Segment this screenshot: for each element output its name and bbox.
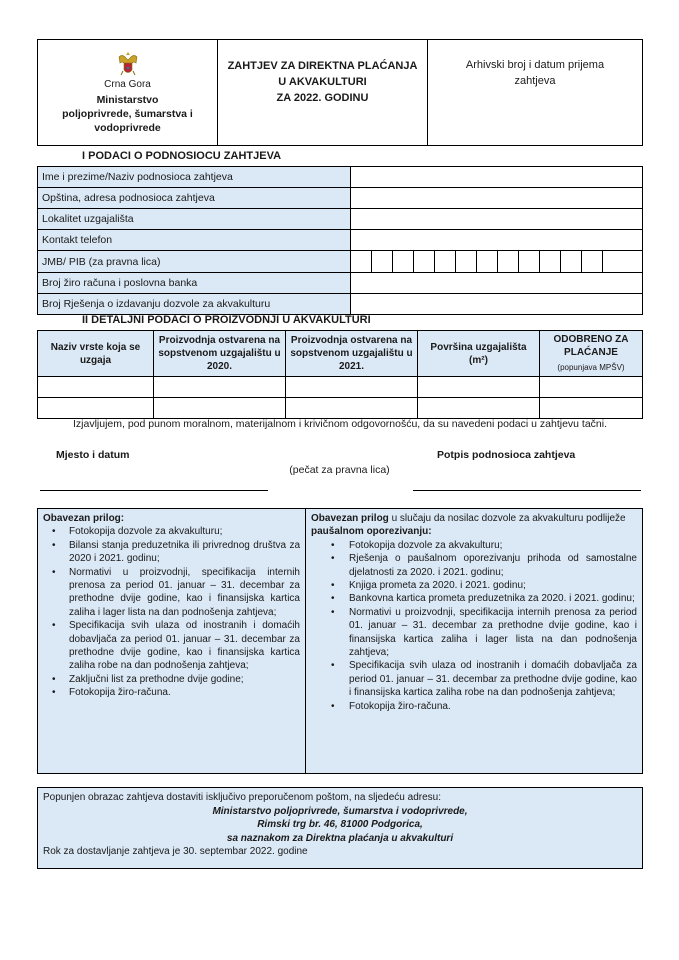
stamp-label: (pečat za pravna lica) (289, 464, 390, 476)
list-item: • Fotokopija žiro-računa. (311, 700, 637, 713)
delivery-address-line: Ministarstvo poljoprivrede, šumarstva i vodoprivrede, (212, 805, 468, 817)
title-rest: u slučaju da nosilac dozvole za akvakulturu podliježe (388, 513, 626, 524)
table-row (38, 230, 643, 251)
delivery-info-box (37, 787, 643, 869)
jmb-digit-boxes (351, 251, 642, 272)
list-item: • Fotokopija dozvole za akvakulturu; (311, 539, 637, 552)
digit-box[interactable] (392, 251, 413, 272)
species-cell[interactable] (38, 398, 154, 419)
table-row (38, 398, 643, 419)
species-cell[interactable] (38, 377, 154, 398)
production-table (37, 330, 643, 419)
signature-label: Potpis podnosioca zahtjeva (437, 449, 576, 461)
table-row (38, 294, 643, 315)
address-label: Opština, adresa podnosioca zahtjeva (38, 188, 351, 209)
approved-cell[interactable] (540, 398, 643, 419)
title-line: U AKVAKULTURI (278, 76, 367, 88)
list-item: • Fotokopija žiro-računa. (43, 686, 300, 699)
delivery-address-line: Rimski trg br. 46, 81000 Podgorica, (257, 819, 423, 830)
attachments-right-list (311, 539, 637, 713)
production-2021-header: Proizvodnja ostvarena na sopstvenom uzgajalištu u 2021. (286, 331, 418, 377)
attachments-left (38, 509, 306, 773)
table-row (38, 188, 643, 209)
country-name: Crna Gora (104, 78, 151, 90)
approved-label: ODOBRENO ZA PLAĆANJE (553, 334, 629, 358)
area-header: Površina uzgajališta (m²) (418, 331, 540, 377)
title-line: ZAHTJEV ZA DIREKTNA PLAĆANJA (227, 60, 418, 72)
ministry-line: vodoprivrede (94, 121, 161, 134)
license-number-label: Broj Rješenja o izdavanju dozvole za akvakulturu (38, 294, 351, 315)
digit-box[interactable] (434, 251, 455, 272)
attachments-left-title: Obavezan prilog: (43, 513, 125, 524)
area-cell[interactable] (418, 398, 540, 419)
list-item: • Zaključni list za prethodne dvije godine; (43, 673, 300, 686)
phone-label: Kontakt telefon (38, 230, 351, 251)
archive-label: Arhivski broj i datum prijema zahtjeva (465, 59, 605, 87)
ministry-line: Ministarstvo (96, 93, 159, 106)
list-item: • Bilansi stanja preduzetnika ili privrednog društva za 2020 i 2021. godinu; (43, 539, 300, 566)
location-field[interactable] (351, 209, 643, 230)
table-row (38, 167, 643, 188)
production-2020-header: Proizvodnja ostvarena na sopstvenom uzgajalištu u 2020. (154, 331, 286, 377)
license-number-field[interactable] (351, 294, 643, 315)
species-header: Naziv vrste koja se uzgaja (38, 331, 154, 377)
list-item: • Bankovna kartica prometa preduzetnika za 2020. i 2021. godinu; (311, 592, 637, 605)
digit-box[interactable] (413, 251, 434, 272)
table-row (38, 209, 643, 230)
title-bold: Obavezan prilog (311, 513, 389, 524)
applicant-name-label: Ime i prezime/Naziv podnosioca zahtjeva (38, 167, 351, 188)
attachments-right (306, 509, 642, 773)
digit-box[interactable] (476, 251, 497, 272)
production-2021-cell[interactable] (286, 398, 418, 419)
table-row (38, 273, 643, 294)
section-2-title: II DETALJNI PODACI O PROIZVODNJI U AKVAKULTURI (82, 314, 371, 326)
bank-account-field[interactable] (351, 273, 643, 294)
approved-header (540, 331, 643, 377)
attachments-box (37, 508, 643, 774)
ministry-block (38, 40, 218, 145)
coat-of-arms-icon (116, 51, 140, 77)
title-line: ZA 2022. GODINU (276, 92, 369, 104)
list-item: • Normativi u proizvodnji, specifikacija internih prenosa za period 01. januar – 31. decembar za prethodne dvije godine, kao i finansijska kartica zaliha i lager lista na dan podnošenja zahtjeva; (311, 606, 637, 660)
digit-box[interactable] (518, 251, 539, 272)
archive-box[interactable] (428, 40, 642, 145)
list-item: • Fotokopija dozvole za akvakulturu; (43, 525, 300, 538)
address-field[interactable] (351, 188, 643, 209)
form-header (37, 39, 643, 146)
production-2020-cell[interactable] (154, 377, 286, 398)
section-1-title: I PODACI O PODNOSIOCU ZAHTJEVA (82, 150, 282, 162)
list-item: • Knjiga prometa za 2020. i 2021. godinu; (311, 579, 637, 592)
form-title (218, 40, 428, 145)
place-date-label: Mjesto i datum (56, 449, 130, 461)
attachments-left-list (43, 525, 300, 699)
area-cell[interactable] (418, 377, 540, 398)
ministry-line: poljoprivrede, šumarstva i (62, 107, 193, 120)
place-date-line[interactable] (40, 490, 268, 491)
declaration-text: Izjavljujem, pod punom moralnom, materijalnom i krivičnom odgovornošću, da su navedeni podaci u zahtjevu tačni. (72, 418, 608, 430)
table-row (38, 251, 643, 273)
signature-line[interactable] (413, 490, 641, 491)
attachments-right-title (311, 512, 637, 539)
jmb-pib-label: JMB/ PIB (za pravna lica) (38, 251, 351, 273)
production-2020-cell[interactable] (154, 398, 286, 419)
delivery-intro: Popunjen obrazac zahtjeva dostaviti isključivo preporučenom poštom, na sljedeću adresu: (43, 792, 442, 803)
table-header-row (38, 331, 643, 377)
applicant-name-field[interactable] (351, 167, 643, 188)
ministry-name (62, 93, 193, 135)
phone-field[interactable] (351, 230, 643, 251)
digit-box[interactable] (455, 251, 476, 272)
location-label: Lokalitet uzgajališta (38, 209, 351, 230)
deadline-text: Rok za dostavljanje zahtjeva je 30. septembar 2022. godine (43, 846, 308, 857)
list-item: • Normativi u proizvodnji, specifikacija internih prenosa za period 01. januar – 31. decembar za prethodne dvije godine, kao i finansijska kartica zaliha i lager lista na dan podnošenja zahtjeva; (43, 566, 300, 620)
applicant-table (37, 166, 643, 315)
digit-box[interactable] (371, 251, 392, 272)
table-row (38, 377, 643, 398)
bank-account-label: Broj žiro računa i poslovna banka (38, 273, 351, 294)
jmb-pib-field[interactable] (351, 251, 643, 273)
digit-box[interactable] (539, 251, 560, 272)
title-bold: paušalnom oporezivanju: (311, 526, 432, 538)
digit-box[interactable] (560, 251, 581, 272)
list-item: • Specifikacija svih ulaza od inostranih i domaćih dobavljača za period 01. januar – 31. decembar za prethodne dvije godine, kao i finansijska kartica zaliha robe na dan podnošenja zahtjeva; (43, 619, 300, 673)
digit-box[interactable] (351, 251, 371, 272)
list-item: • Rješenja o paušalnom oporezivanju prihoda od samostalne djelatnosti za 2020. i 2021. godinu; (311, 552, 637, 579)
digit-box[interactable] (602, 251, 642, 272)
digit-box[interactable] (497, 251, 518, 272)
approved-note: (popunjava MPŠV) (557, 363, 625, 372)
production-2021-cell[interactable] (286, 377, 418, 398)
list-item: • Specifikacija svih ulaza od inostranih i domaćih dobavljača za period 01. januar – 31. decembar za prethodne dvije godine, kao i finansijska kartica zaliha robe na dan podnošenja zahtjeva; (311, 659, 637, 699)
approved-cell[interactable] (540, 377, 643, 398)
digit-box[interactable] (581, 251, 602, 272)
delivery-address-line: sa naznakom za Direktna plaćanja u akvakulturi (226, 832, 454, 844)
